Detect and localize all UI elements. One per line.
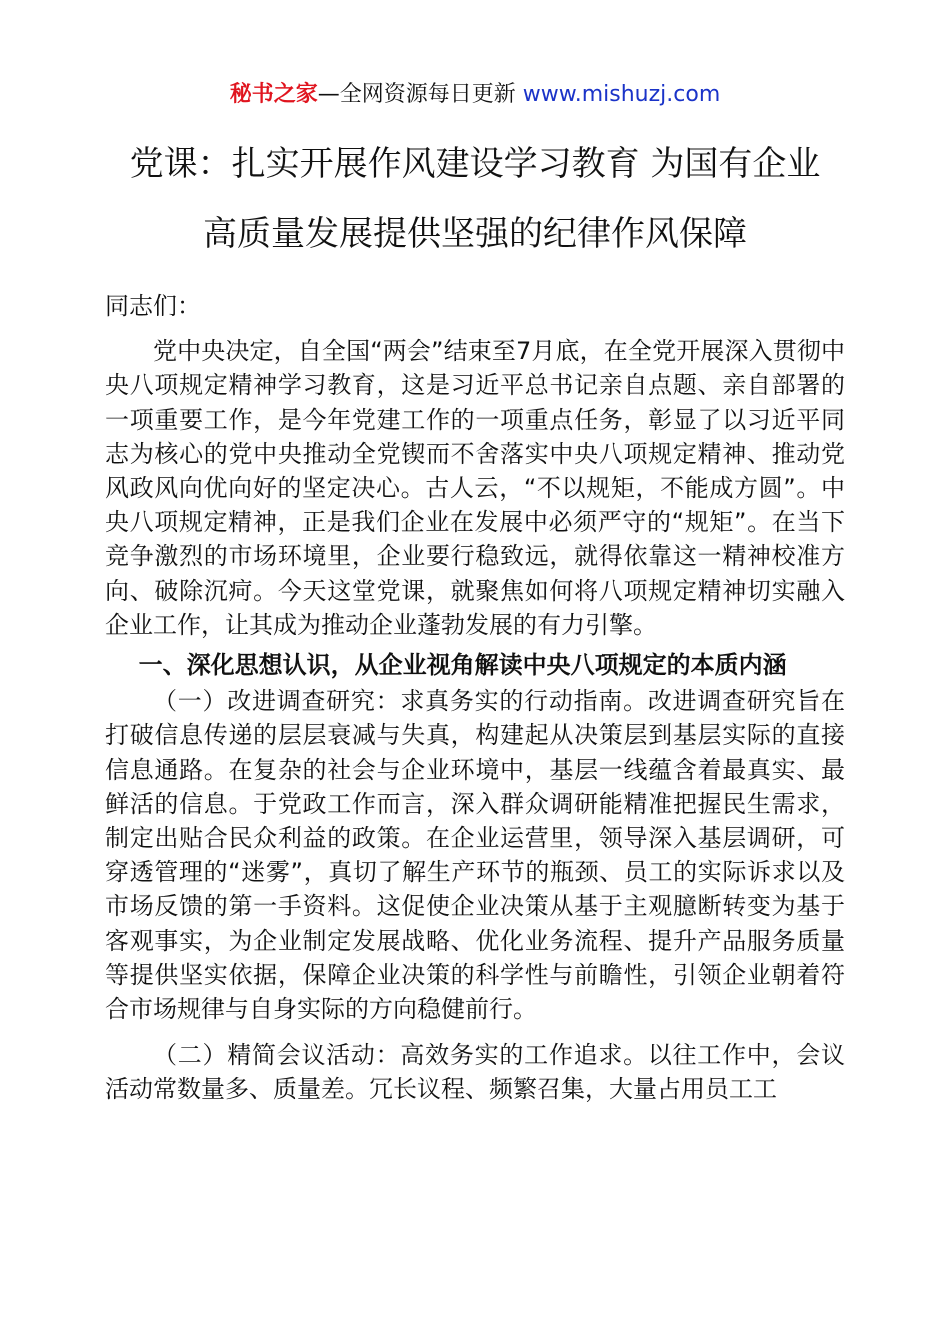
site-header (0, 80, 950, 110)
greeting: 同志们： (105, 292, 201, 320)
document-body (105, 289, 845, 1107)
section-heading-1: 一、深化思想认识，从企业视角解读中央八项规定的本质内涵 (138, 651, 787, 680)
site-url-link[interactable]: www.mishuzj.com (522, 82, 721, 107)
document-title-line-2: 高质量发展提供坚强的纪律作风保障 (203, 214, 747, 254)
paragraph-investigation: （一）改进调查研究：求真务实的行动指南。改进调查研究旨在打破信息传递的层层衰减与失真，构建起从决策层到基层实际的直接信息通路。在复杂的社会与企业环境中，基层一线蕴含着最真实、最鲜活的信息。于党政工作而言，深入群众调研能精准把握民生需求，制定出贴合民众利益的政策。在企业运营里，领导深入基层调研，可穿透管理的“迷雾”，真切了解生产环节的瓶颈、员工的实际诉求以及市场反馈的第一手资料。这促使企业决策从基于主观臆断转变为基于客观事实，为企业制定发展战略、优化业务流程、提升产品服务质量等提供坚实依据，保障企业决策的科学性与前瞻性，引领企业朝着符合市场规律与自身实际的方向稳健前行。 (105, 687, 845, 1024)
paragraph-intro: 党中央决定，自全国“两会”结束至7月底，在全党开展深入贯彻中央八项规定精神学习教育，这是习近平总书记亲自点题、亲自部署的一项重要工作，是今年党建工作的一项重点任务，彰显了以习近平同志为核心的党中央推动全党锲而不舍落实中央八项规定精神、推动党风政风向优向好的坚定决心。古人云，“不以规矩，不能成方圆”。中央八项规定精神，正是我们企业在发展中必须严守的“规矩”。在当下竞争激烈的市场环境里，企业要行稳致远，就得依靠这一精神校准方向、破除沉疴。今天这堂党课，就聚焦如何将八项规定精神切实融入企业工作，让其成为推动企业蓬勃发展的有力引擎。 (105, 337, 845, 639)
document-title-line-1: 党课：扎实开展作风建设学习教育 为国有企业 (129, 144, 821, 184)
header-tagline: —全网资源每日更新 (317, 82, 523, 107)
brand-name: 秘书之家 (229, 82, 318, 107)
paragraph-meetings: （二）精简会议活动：高效务实的工作追求。以往工作中，会议活动常数量多、质量差。冗长议程、频繁召集，大量占用员工工 (105, 1041, 845, 1104)
